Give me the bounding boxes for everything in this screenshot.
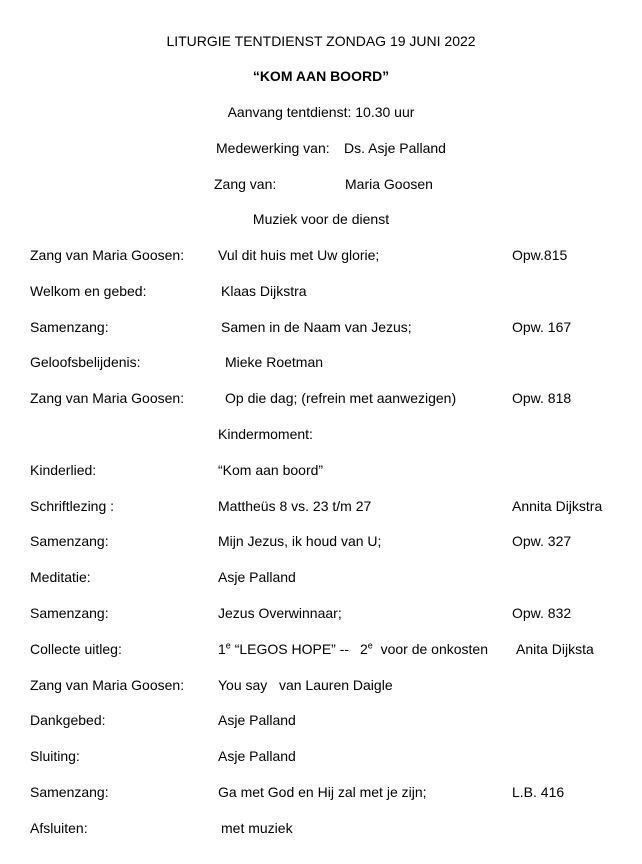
row-content: Asje Palland — [218, 712, 296, 728]
row-ref: Opw. 327 — [512, 533, 572, 549]
row-content: met muziek — [221, 820, 293, 836]
collecte-second-text: voor de onkosten — [380, 641, 488, 657]
collecte-second-num: 2 — [360, 641, 368, 657]
table-row — [0, 353, 642, 371]
row-content: Asje Palland — [218, 748, 296, 764]
collecte-first-sup: e — [225, 640, 231, 651]
table-row — [0, 783, 642, 801]
table-row — [0, 568, 642, 586]
row-ref: L.B. 416 — [512, 784, 565, 800]
row-label: Samenzang: — [30, 784, 109, 800]
table-row — [0, 461, 642, 479]
document-title: LITURGIE TENTDIENST ZONDAG 19 JUNI 2022 — [166, 33, 476, 49]
row-content: Mijn Jezus, ik houd van U; — [218, 533, 382, 549]
row-ref: Opw.815 — [512, 247, 568, 263]
row-ref: Anita Dijksta — [516, 641, 594, 657]
row-label: Sluiting: — [30, 748, 80, 764]
row-label: Meditatie: — [30, 569, 91, 585]
row-label: Zang van Maria Goosen: — [30, 677, 185, 693]
row-content: Kindermoment: — [218, 426, 313, 442]
row-label: Geloofsbelijdenis: — [30, 354, 141, 370]
singing-label: Zang van: — [214, 176, 277, 192]
row-content: Vul dit huis met Uw glorie; — [218, 247, 380, 263]
row-label: Welkom en gebed: — [30, 283, 147, 299]
table-row — [0, 282, 642, 300]
row-ref: Annita Dijkstra — [512, 498, 603, 514]
table-row — [0, 497, 642, 515]
table-row — [0, 819, 642, 837]
cooperation-label: Medewerking van: — [216, 140, 330, 156]
table-row — [0, 711, 642, 729]
row-content: Op die dag; (refrein met aanwezigen) — [225, 390, 457, 406]
row-label: Zang van Maria Goosen: — [30, 247, 185, 263]
table-row — [0, 604, 642, 622]
table-row — [0, 389, 642, 407]
collecte-first-num: 1 — [218, 641, 226, 657]
row-label: Samenzang: — [30, 319, 109, 335]
row-content: Mieke Roetman — [225, 354, 324, 370]
row-content: Klaas Dijkstra — [221, 283, 307, 299]
table-row — [0, 246, 642, 264]
row-content: Samen in de Naam van Jezus; — [221, 319, 412, 335]
row-label: Samenzang: — [30, 533, 109, 549]
collecte-first-text: “LEGOS HOPE” -- — [234, 641, 350, 657]
row-content: Asje Palland — [218, 569, 296, 585]
row-ref: Opw. 818 — [512, 390, 572, 406]
row-ref: Opw. 832 — [512, 605, 572, 621]
table-row — [0, 532, 642, 550]
row-ref: Opw. 167 — [512, 319, 572, 335]
music-before-service: Muziek voor de dienst — [252, 211, 390, 227]
table-row — [0, 640, 642, 658]
cooperation-value: Ds. Asje Palland — [344, 140, 446, 156]
row-content: “Kom aan boord” — [218, 462, 324, 478]
collecte-second-sup: e — [367, 640, 373, 651]
row-content: You say van Lauren Daigle — [218, 677, 393, 693]
service-theme: “KOM AAN BOORD” — [252, 68, 390, 84]
table-row — [0, 318, 642, 336]
singing-value: Maria Goosen — [345, 176, 433, 192]
row-label: Samenzang: — [30, 605, 109, 621]
row-content: Jezus Overwinnaar; — [218, 605, 342, 621]
table-row — [0, 425, 642, 443]
table-row — [0, 747, 642, 765]
row-content: Ga met God en Hij zal met je zijn; — [218, 784, 427, 800]
collecte-first — [218, 640, 349, 658]
row-label: Schriftlezing : — [30, 498, 115, 514]
row-label: Collecte uitleg: — [30, 641, 122, 657]
table-row — [0, 676, 642, 694]
row-label: Afsluiten: — [30, 820, 88, 836]
row-content: Mattheüs 8 vs. 23 t/m 27 — [218, 498, 372, 514]
row-label: Kinderlied: — [30, 462, 97, 478]
row-label: Zang van Maria Goosen: — [30, 390, 185, 406]
row-label: Dankgebed: — [30, 712, 106, 728]
start-time: Aanvang tentdienst: 10.30 uur — [227, 104, 415, 120]
collecte-second — [360, 640, 488, 658]
